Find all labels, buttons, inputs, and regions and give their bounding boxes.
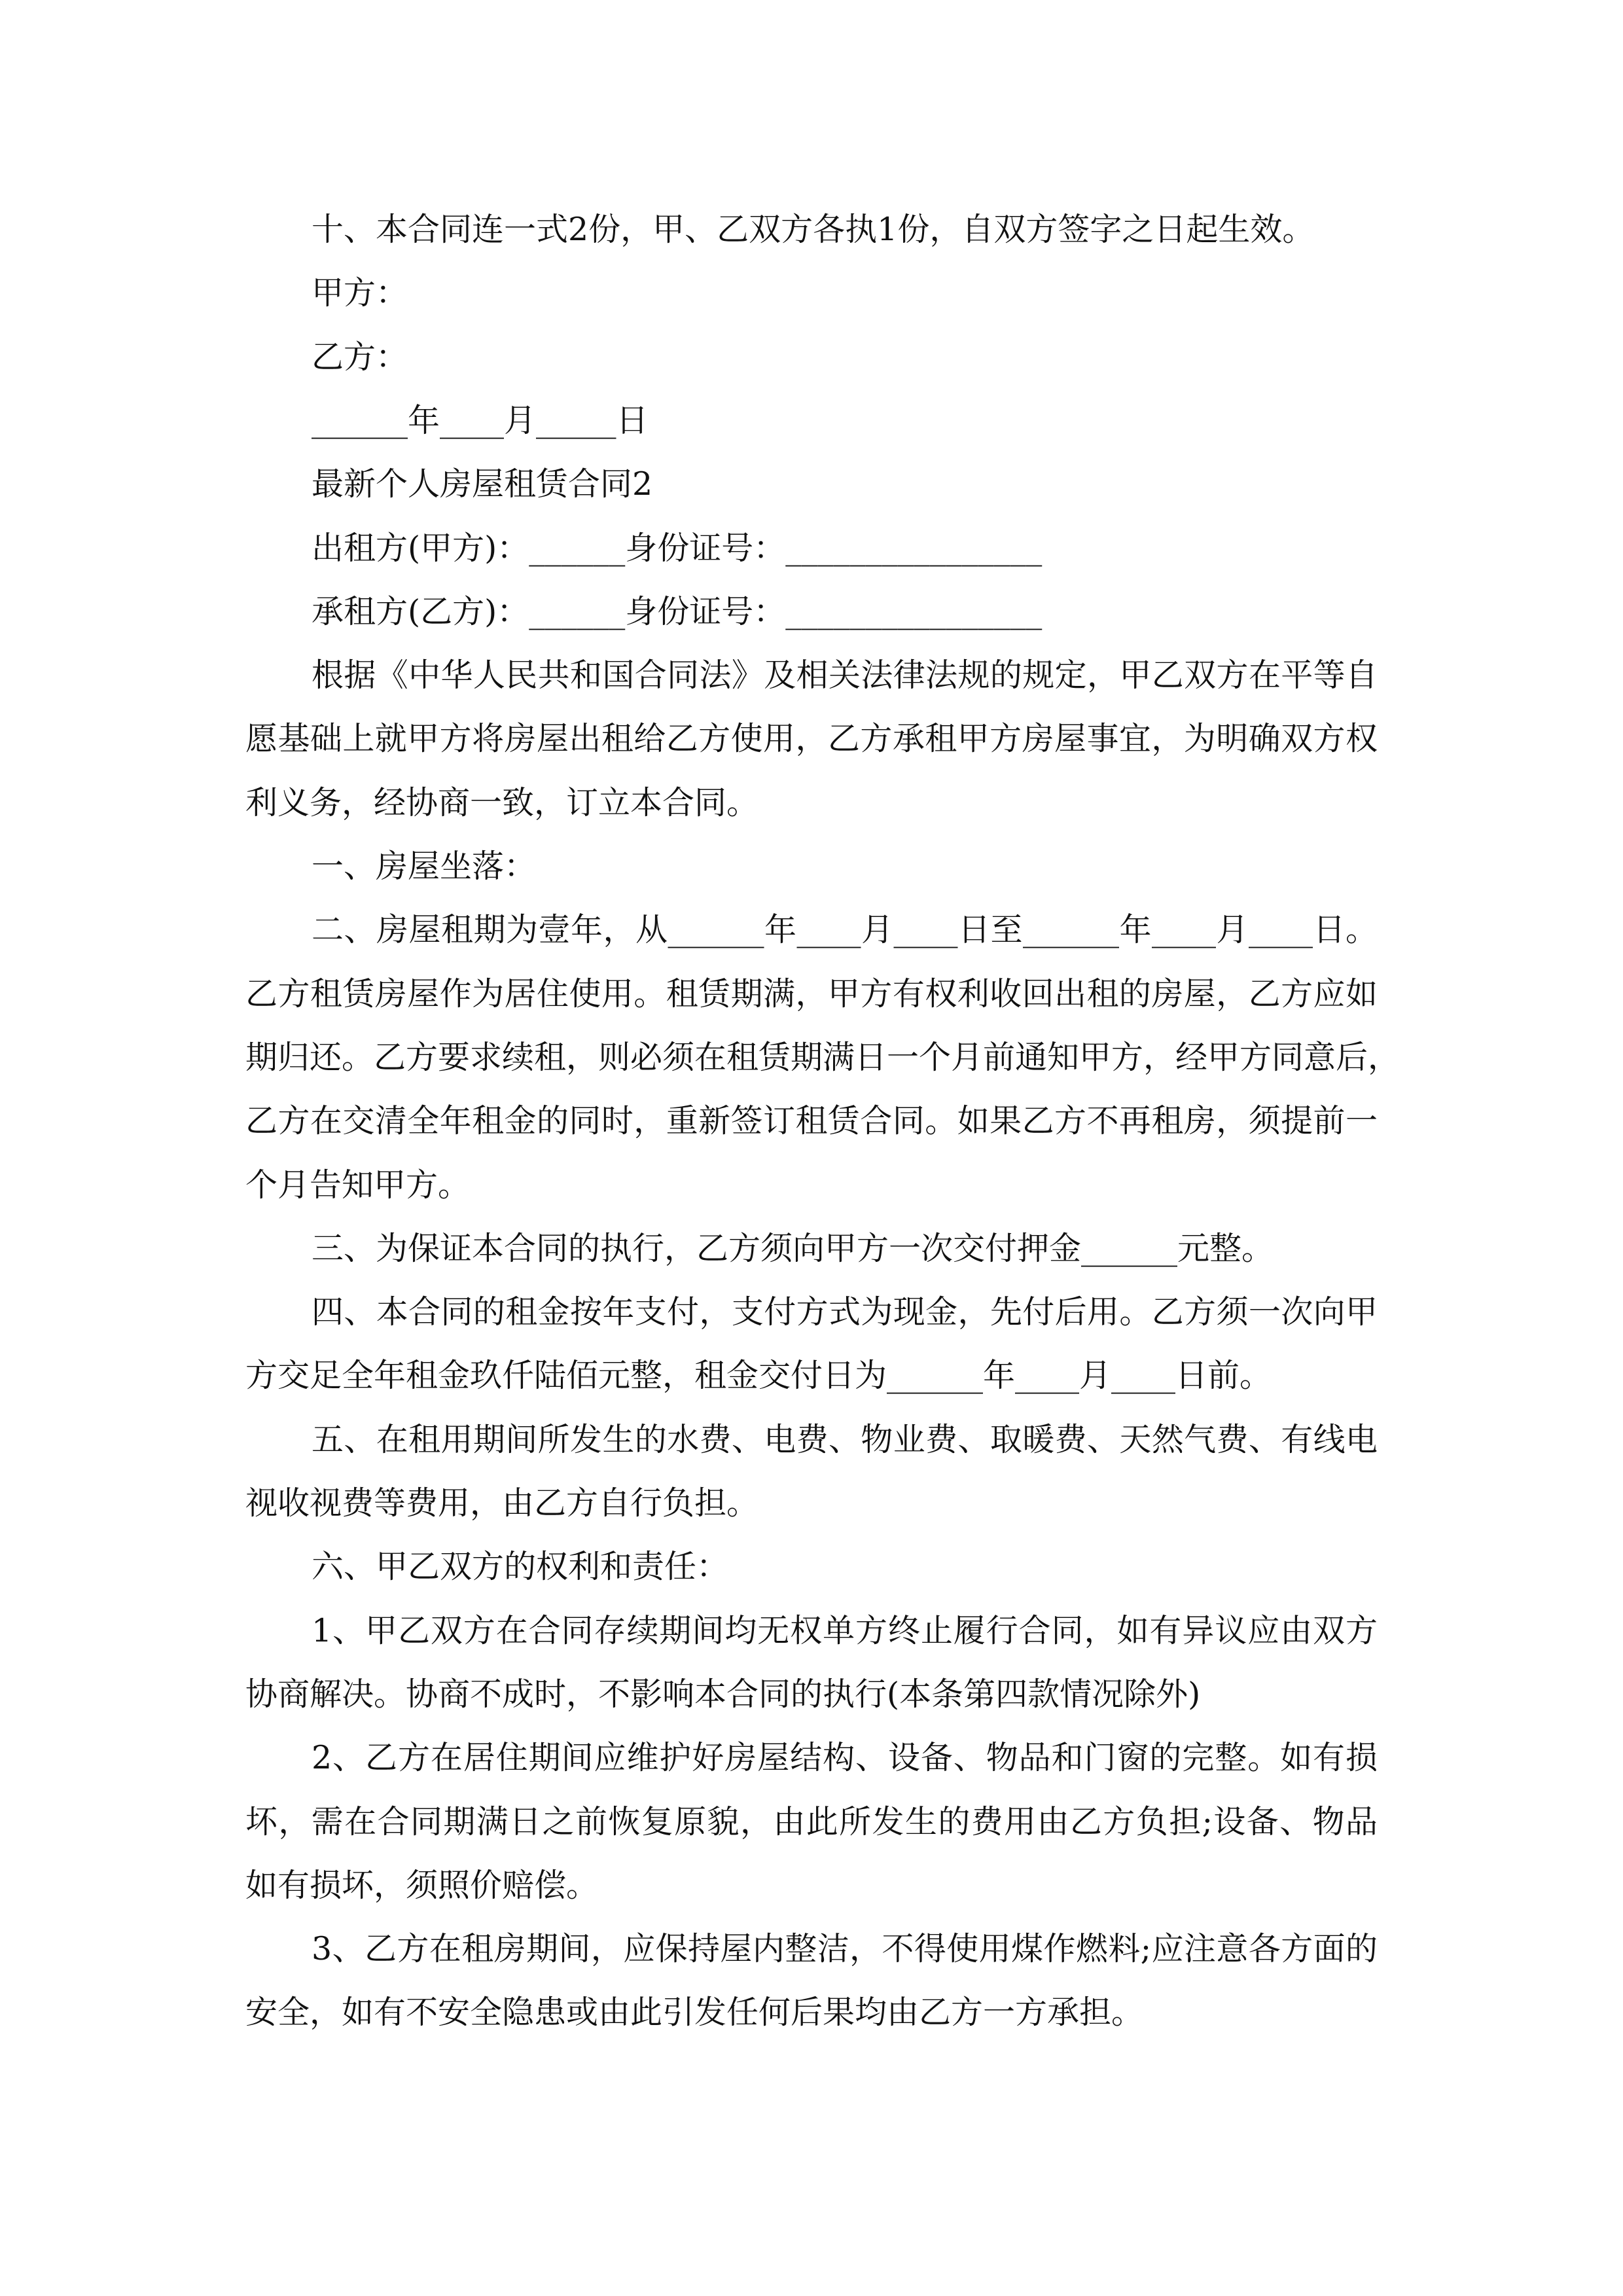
document-text-line: 六、甲乙双方的权利和责任： bbox=[312, 1548, 729, 1586]
document-text-line: 最新个人房屋租赁合同2 bbox=[312, 465, 653, 503]
document-text-line: 三、为保证本合同的执行，乙方须向甲方一次交付押金______元整。 bbox=[312, 1229, 1274, 1267]
document-text-line: 四、本合同的租金按年支付，支付方式为现金，先付后用。乙方须一次向甲 bbox=[312, 1293, 1378, 1331]
document-text-line: 五、在租用期间所发生的水费、电费、物业费、取暖费、天然气费、有线电 bbox=[312, 1420, 1378, 1458]
document-text-line: 十、本合同连一式2份，甲、乙双方各执1份，自双方签字之日起生效。 bbox=[312, 211, 1315, 248]
document-text-line: 利义务，经协商一致，订立本合同。 bbox=[245, 783, 759, 821]
document-text-line: 愿基础上就甲方将房屋出租给乙方使用，乙方承租甲方房屋事宜，为明确双方权 bbox=[245, 720, 1378, 758]
document-text-line: 3、乙方在租房期间，应保持屋内整洁，不得使用煤作燃料;应注意各方面的 bbox=[312, 1930, 1378, 1968]
document-text-line: 一、房屋坐落： bbox=[312, 848, 537, 885]
document-text-line: 二、房屋租期为壹年，从______年____月____日至______年____月____日。 bbox=[312, 911, 1378, 949]
document-text-line: 协商解决。协商不成时，不影响本合同的执行(本条第四款情况除外) bbox=[245, 1675, 1201, 1713]
document-text-line: 个月告知甲方。 bbox=[245, 1166, 471, 1204]
document-text-line: 安全，如有不安全隐患或由此引发任何后果均由乙方一方承担。 bbox=[245, 1994, 1144, 2032]
document-text-line: 坏，需在合同期满日之前恢复原貌，由此所发生的费用由乙方负担;设备、物品 bbox=[245, 1803, 1378, 1840]
document-text-line: 乙方在交清全年租金的同时，重新签订租赁合同。如果乙方不再租房，须提前一 bbox=[245, 1102, 1378, 1140]
document-text-line: 1、甲乙双方在合同存续期间均无权单方终止履行合同，如有异议应由双方 bbox=[312, 1611, 1378, 1649]
document-text-line: 如有损坏，须照价赔偿。 bbox=[245, 1866, 599, 1904]
document-text-line: 根据《中华人民共和国合同法》及相关法律法规的规定，甲乙双方在平等自 bbox=[312, 656, 1378, 694]
document-text-line: 期归还。乙方要求续租，则必须在租赁期满日一个月前通知甲方，经甲方同意后， bbox=[245, 1038, 1400, 1076]
document-text-line: 视收视费等费用，由乙方自行负担。 bbox=[245, 1484, 759, 1522]
document-text-line: 甲方： bbox=[312, 274, 408, 312]
document-text-line: 出租方(甲方)：______身份证号：________________ bbox=[312, 529, 1043, 567]
document-text-line: 乙方： bbox=[312, 338, 408, 376]
document-text-line: 乙方租赁房屋作为居住使用。租赁期满，甲方有权利收回出租的房屋，乙方应如 bbox=[245, 975, 1378, 1013]
document-text-line: ______年____月_____日 bbox=[312, 401, 649, 439]
document-text-line: 2、乙方在居住期间应维护好房屋结构、设备、物品和门窗的完整。如有损 bbox=[312, 1739, 1378, 1777]
document-text-line: 方交足全年租金玖仟陆佰元整，租金交付日为______年____月____日前。 bbox=[245, 1357, 1272, 1395]
document-text-line: 承租方(乙方)：______身份证号：________________ bbox=[312, 592, 1043, 630]
